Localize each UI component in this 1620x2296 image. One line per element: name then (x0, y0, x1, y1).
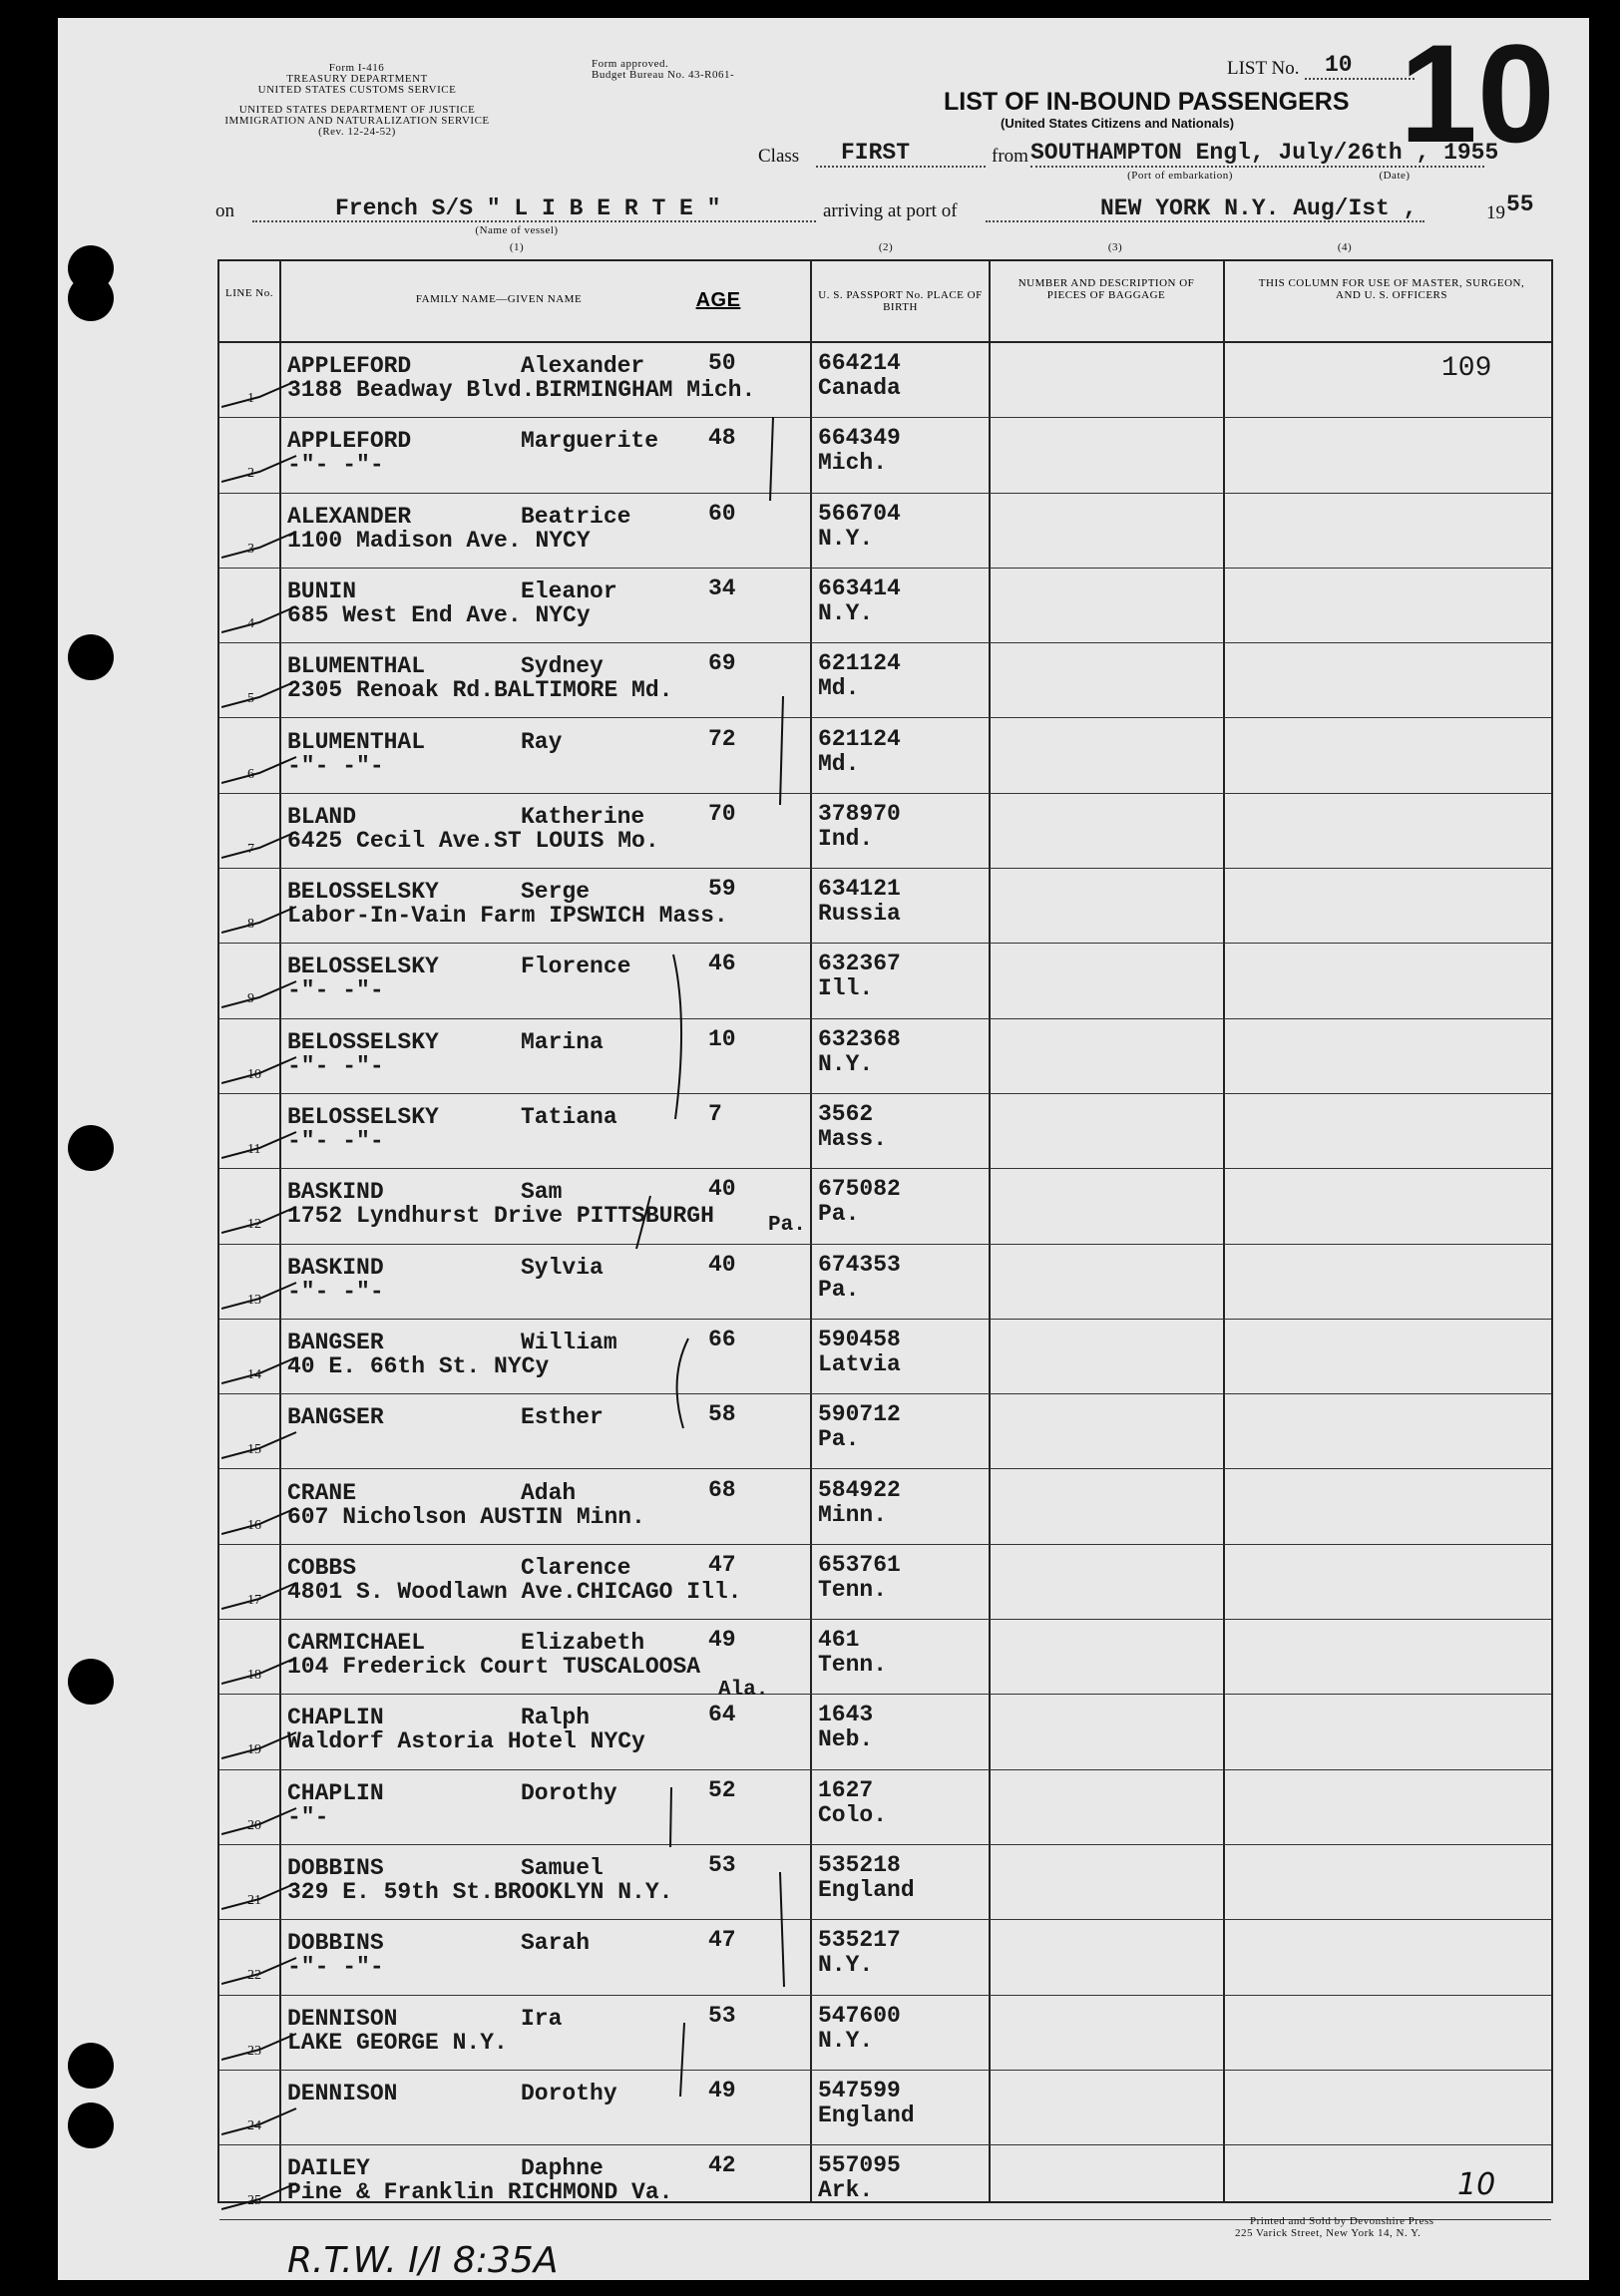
line-number: 13 (247, 1292, 261, 1308)
col-3-number: (3) (1107, 241, 1123, 253)
place-of-birth: N.Y. (818, 1050, 874, 1077)
port-embarkation-caption: (Port of embarkation) (1127, 170, 1233, 182)
place-of-birth: Minn. (818, 1501, 888, 1528)
given-name: Marguerite (521, 428, 659, 455)
big-list-number: 10 (1400, 15, 1555, 172)
stamp-109: 109 (1441, 353, 1492, 384)
arriving-label: arriving at port of (823, 200, 958, 221)
age: 7 (708, 1101, 722, 1127)
given-name: Alexander (521, 353, 645, 379)
printer-line-1: Printed and Sold by Devonshire Press (1250, 2215, 1434, 2227)
family-name: BANGSER (287, 1404, 384, 1431)
age: 10 (708, 1025, 736, 1052)
family-name: CHAPLIN (287, 1779, 384, 1806)
passport-number: 632368 (818, 1025, 901, 1052)
line-number: 17 (247, 1592, 261, 1608)
given-name: Ray (521, 728, 563, 755)
age: 47 (708, 1551, 736, 1578)
given-name: Ira (521, 2005, 563, 2032)
family-name: BASKIND (287, 1254, 384, 1281)
address: 3188 Beadway Blvd.BIRMINGHAM Mich. (287, 377, 756, 403)
age: 50 (708, 350, 736, 376)
family-name: BUNIN (287, 577, 357, 604)
ala-continuation: Ala. (718, 1679, 769, 1702)
given-name: Sylvia (521, 1254, 604, 1281)
given-name: Eleanor (521, 577, 617, 604)
age: 72 (708, 725, 736, 752)
family-name: BELOSSELSKY (287, 1028, 439, 1055)
check-marks (219, 261, 1551, 2204)
family-name: ALEXANDER (287, 503, 412, 530)
line-number: 21 (247, 1893, 261, 1908)
line-number: 12 (247, 1217, 261, 1233)
age: 58 (708, 1401, 736, 1428)
family-name: BELOSSELSKY (287, 1104, 439, 1130)
line-number: 2 (247, 466, 254, 482)
col-1-number: (1) (509, 241, 525, 253)
family-name: CRANE (287, 1479, 357, 1506)
passport-number: 632367 (818, 951, 901, 977)
list-subtitle: (United States Citizens and Nationals) (1001, 116, 1235, 131)
line-number: 20 (247, 1817, 261, 1833)
given-name: Serge (521, 879, 591, 906)
place-of-birth: Pa. (818, 1426, 860, 1453)
from-label: from (992, 146, 1028, 167)
family-name: DOBBINS (287, 1930, 384, 1957)
place-of-birth: England (818, 1877, 915, 1903)
place-of-birth: Latvia (818, 1350, 901, 1377)
document-sheet (58, 15, 1589, 2281)
address: 685 West End Ave. NYCy (287, 601, 591, 628)
line-number: 9 (247, 991, 254, 1007)
dept-justice: UNITED STATES DEPARTMENT OF JUSTICE (238, 104, 476, 116)
line-number: 3 (247, 541, 254, 557)
place-of-birth: Md. (818, 750, 860, 777)
given-name: Marina (521, 1028, 604, 1055)
passport-number: 1643 (818, 1702, 874, 1728)
age: 49 (708, 1627, 736, 1654)
header-officers: THIS COLUMN FOR USE OF MASTER, SURGEON, AND U. S. OFFICERS (1258, 277, 1525, 301)
header-passport: U. S. PASSPORT No. PLACE OF BIRTH (818, 289, 983, 313)
passport-number: 663414 (818, 574, 901, 601)
place-of-birth: Colo. (818, 1801, 888, 1828)
passport-number: 547600 (818, 2002, 901, 2029)
header-baggage: NUMBER AND DESCRIPTION OF PIECES OF BAGGAGE (1017, 277, 1195, 301)
approval-line-1: Form approved. (592, 58, 669, 70)
address: 1100 Madison Ave. NYCY (287, 527, 591, 554)
punch-hole (68, 275, 114, 321)
age: 40 (708, 1176, 736, 1203)
given-name: Sydney (521, 653, 604, 680)
line-number: 19 (247, 1742, 261, 1758)
given-name: Dorothy (521, 2080, 617, 2106)
family-name: DENNISON (287, 2080, 398, 2106)
given-name: Clarence (521, 1554, 631, 1581)
passport-number: 634121 (818, 876, 901, 903)
line-number: 7 (247, 841, 254, 857)
line-number: 5 (247, 691, 254, 707)
list-no-label: LIST No. (1227, 58, 1300, 79)
passport-number: 3562 (818, 1101, 874, 1127)
passport-number: 378970 (818, 800, 901, 827)
given-name: Tatiana (521, 1104, 617, 1130)
address: 2305 Renoak Rd.BALTIMORE Md. (287, 677, 673, 704)
passport-number: 461 (818, 1627, 860, 1654)
line-number: 16 (247, 1517, 261, 1533)
from-value: SOUTHAMPTON Engl, July/26th , 1955 (1030, 140, 1499, 166)
family-name: APPLEFORD (287, 353, 412, 379)
form-revision: (Rev. 12-24-52) (318, 126, 396, 138)
given-name: Katherine (521, 803, 645, 830)
given-name: Florence (521, 954, 631, 980)
age: 52 (708, 1776, 736, 1803)
address: 4801 S. Woodlawn Ave.CHICAGO Ill. (287, 1578, 742, 1605)
age: 34 (708, 574, 736, 601)
arrival-value: NEW YORK N.Y. Aug/Ist , (1100, 195, 1418, 221)
address: Waldorf Astoria Hotel NYCy (287, 1728, 645, 1755)
address: -"- -"- (287, 1278, 384, 1305)
given-name: Sam (521, 1179, 563, 1206)
address: 40 E. 66th St. NYCy (287, 1352, 550, 1379)
passport-number: 621124 (818, 650, 901, 677)
col-2-number: (2) (878, 241, 894, 253)
address: 607 Nicholson AUSTIN Minn. (287, 1503, 645, 1530)
family-name: DENNISON (287, 2005, 398, 2032)
address: -"- -"- (287, 1954, 384, 1981)
line-number: 1 (247, 391, 254, 406)
line-number: 15 (247, 1442, 261, 1458)
family-name: APPLEFORD (287, 428, 412, 455)
given-name: Beatrice (521, 503, 631, 530)
passport-number: 664349 (818, 425, 901, 452)
place-of-birth: Ill. (818, 975, 874, 1002)
year-prefix: 19 (1486, 202, 1505, 223)
address: -"- -"- (287, 977, 384, 1004)
handwritten-initials: R.T.W. I/I 8:35A (287, 2240, 559, 2281)
passport-number: 590458 (818, 1326, 901, 1352)
address: -"- (287, 1803, 329, 1830)
family-name: DAILEY (287, 2155, 370, 2182)
passport-number: 621124 (818, 725, 901, 752)
vessel-caption: (Name of vessel) (475, 224, 559, 236)
place-of-birth: Russia (818, 901, 901, 928)
family-name: BELOSSELSKY (287, 879, 439, 906)
place-of-birth: N.Y. (818, 599, 874, 626)
form-number: Form I-416 (328, 62, 385, 74)
age: 46 (708, 951, 736, 977)
address: 6425 Cecil Ave.ST LOUIS Mo. (287, 827, 659, 854)
place-of-birth: Ark. (818, 2177, 874, 2204)
address: -"- -"- (287, 1052, 384, 1079)
address: LAKE GEORGE N.Y. (287, 2029, 508, 2056)
line-number: 4 (247, 615, 254, 631)
on-label: on (215, 200, 234, 221)
age: 59 (708, 876, 736, 903)
given-name: Daphne (521, 2155, 604, 2182)
date-caption: (Date) (1379, 170, 1411, 182)
age: 66 (708, 1326, 736, 1352)
given-name: Elizabeth (521, 1630, 645, 1657)
header-line-no: LINE No. (225, 287, 273, 299)
header-age: AGE (695, 289, 741, 311)
col-4-number: (4) (1337, 241, 1353, 253)
line-number: 22 (247, 1968, 261, 1984)
place-of-birth: Canada (818, 375, 901, 401)
passport-number: 675082 (818, 1176, 901, 1203)
list-title: LIST OF IN-BOUND PASSENGERS (944, 88, 1350, 116)
line-number: 14 (247, 1366, 261, 1382)
printer-line-2: 225 Varick Street, New York 14, N. Y. (1235, 2227, 1421, 2239)
punch-hole (68, 634, 114, 680)
family-name: COBBS (287, 1554, 357, 1581)
family-name: BLUMENTHAL (287, 728, 426, 755)
class-value: FIRST (841, 140, 911, 166)
vessel-value: French S/S " L I B E R T E " (335, 195, 721, 221)
line-number: 25 (247, 2193, 261, 2209)
age: 53 (708, 1852, 736, 1878)
place-of-birth: Pa. (818, 1276, 860, 1303)
place-of-birth: N.Y. (818, 1952, 874, 1979)
customs-service: UNITED STATES CUSTOMS SERVICE (257, 84, 457, 96)
age: 60 (708, 500, 736, 527)
age: 68 (708, 1476, 736, 1503)
place-of-birth: Mich. (818, 450, 888, 477)
place-of-birth: Md. (818, 675, 860, 702)
family-name: BANGSER (287, 1329, 384, 1355)
corner-mark: 10 (1457, 2167, 1496, 2202)
place-of-birth: England (818, 2102, 915, 2128)
passport-number: 674353 (818, 1251, 901, 1278)
address: 329 E. 59th St.BROOKLYN N.Y. (287, 1879, 673, 1905)
age: 69 (708, 650, 736, 677)
approval-line-2: Budget Bureau No. 43-R061- (592, 69, 735, 81)
given-name: Samuel (521, 1855, 604, 1881)
passport-number: 566704 (818, 500, 901, 527)
family-name: BLAND (287, 803, 357, 830)
address: -"- -"- (287, 752, 384, 779)
punch-hole (68, 1125, 114, 1171)
given-name: Adah (521, 1479, 577, 1506)
given-name: Dorothy (521, 1779, 617, 1806)
place-of-birth: Tenn. (818, 1652, 888, 1679)
pa-continuation: Pa. (768, 1214, 806, 1237)
place-of-birth: Neb. (818, 1726, 874, 1753)
family-name: CHAPLIN (287, 1705, 384, 1731)
family-name: BLUMENTHAL (287, 653, 426, 680)
ins-label: IMMIGRATION AND NATURALIZATION SERVICE (224, 115, 490, 127)
family-name: CARMICHAEL (287, 1630, 426, 1657)
family-name: BASKIND (287, 1179, 384, 1206)
place-of-birth: Tenn. (818, 1576, 888, 1603)
passport-number: 584922 (818, 1476, 901, 1503)
given-name: Ralph (521, 1705, 591, 1731)
treasury-dept: TREASURY DEPARTMENT (286, 73, 428, 85)
punch-hole (68, 2043, 114, 2089)
place-of-birth: Mass. (818, 1126, 888, 1152)
address: -"- -"- (287, 1128, 384, 1154)
class-label: Class (758, 146, 800, 167)
age: 47 (708, 1927, 736, 1954)
line-number: 23 (247, 2043, 261, 2059)
passport-number: 557095 (818, 2152, 901, 2179)
passport-number: 535217 (818, 1927, 901, 1954)
passport-number: 1627 (818, 1776, 874, 1803)
passport-number: 535218 (818, 1852, 901, 1878)
list-no-value: 10 (1325, 52, 1353, 78)
line-number: 11 (247, 1142, 261, 1157)
header-name: FAMILY NAME—GIVEN NAME (415, 293, 583, 305)
family-name: DOBBINS (287, 1855, 384, 1881)
age: 42 (708, 2152, 736, 2179)
age: 48 (708, 425, 736, 452)
place-of-birth: Pa. (818, 1201, 860, 1228)
punch-hole (68, 1659, 114, 1705)
given-name: Esther (521, 1404, 604, 1431)
line-number: 18 (247, 1668, 261, 1684)
line-number: 24 (247, 2117, 261, 2133)
address: Pine & Franklin RICHMOND Va. (287, 2179, 673, 2206)
address: 1752 Lyndhurst Drive PITTSBURGH (287, 1203, 714, 1230)
line-number: 6 (247, 766, 254, 782)
punch-hole (68, 2103, 114, 2148)
line-number: 10 (247, 1066, 261, 1082)
passport-number: 547599 (818, 2077, 901, 2104)
age: 53 (708, 2002, 736, 2029)
given-name: William (521, 1329, 617, 1355)
age: 40 (708, 1251, 736, 1278)
given-name: Sarah (521, 1930, 591, 1957)
place-of-birth: N.Y. (818, 525, 874, 552)
age: 70 (708, 800, 736, 827)
place-of-birth: N.Y. (818, 2027, 874, 2054)
family-name: BELOSSELSKY (287, 954, 439, 980)
address: Labor-In-Vain Farm IPSWICH Mass. (287, 903, 728, 930)
age: 64 (708, 1702, 736, 1728)
passport-number: 653761 (818, 1551, 901, 1578)
address: -"- -"- (287, 452, 384, 479)
passenger-table (217, 259, 1553, 2209)
age: 49 (708, 2077, 736, 2104)
address: 104 Frederick Court TUSCALOOSA (287, 1654, 701, 1681)
line-number: 8 (247, 917, 254, 933)
passport-number: 590712 (818, 1401, 901, 1428)
year-value: 55 (1506, 191, 1534, 217)
place-of-birth: Ind. (818, 825, 874, 852)
passport-number: 664214 (818, 350, 901, 376)
